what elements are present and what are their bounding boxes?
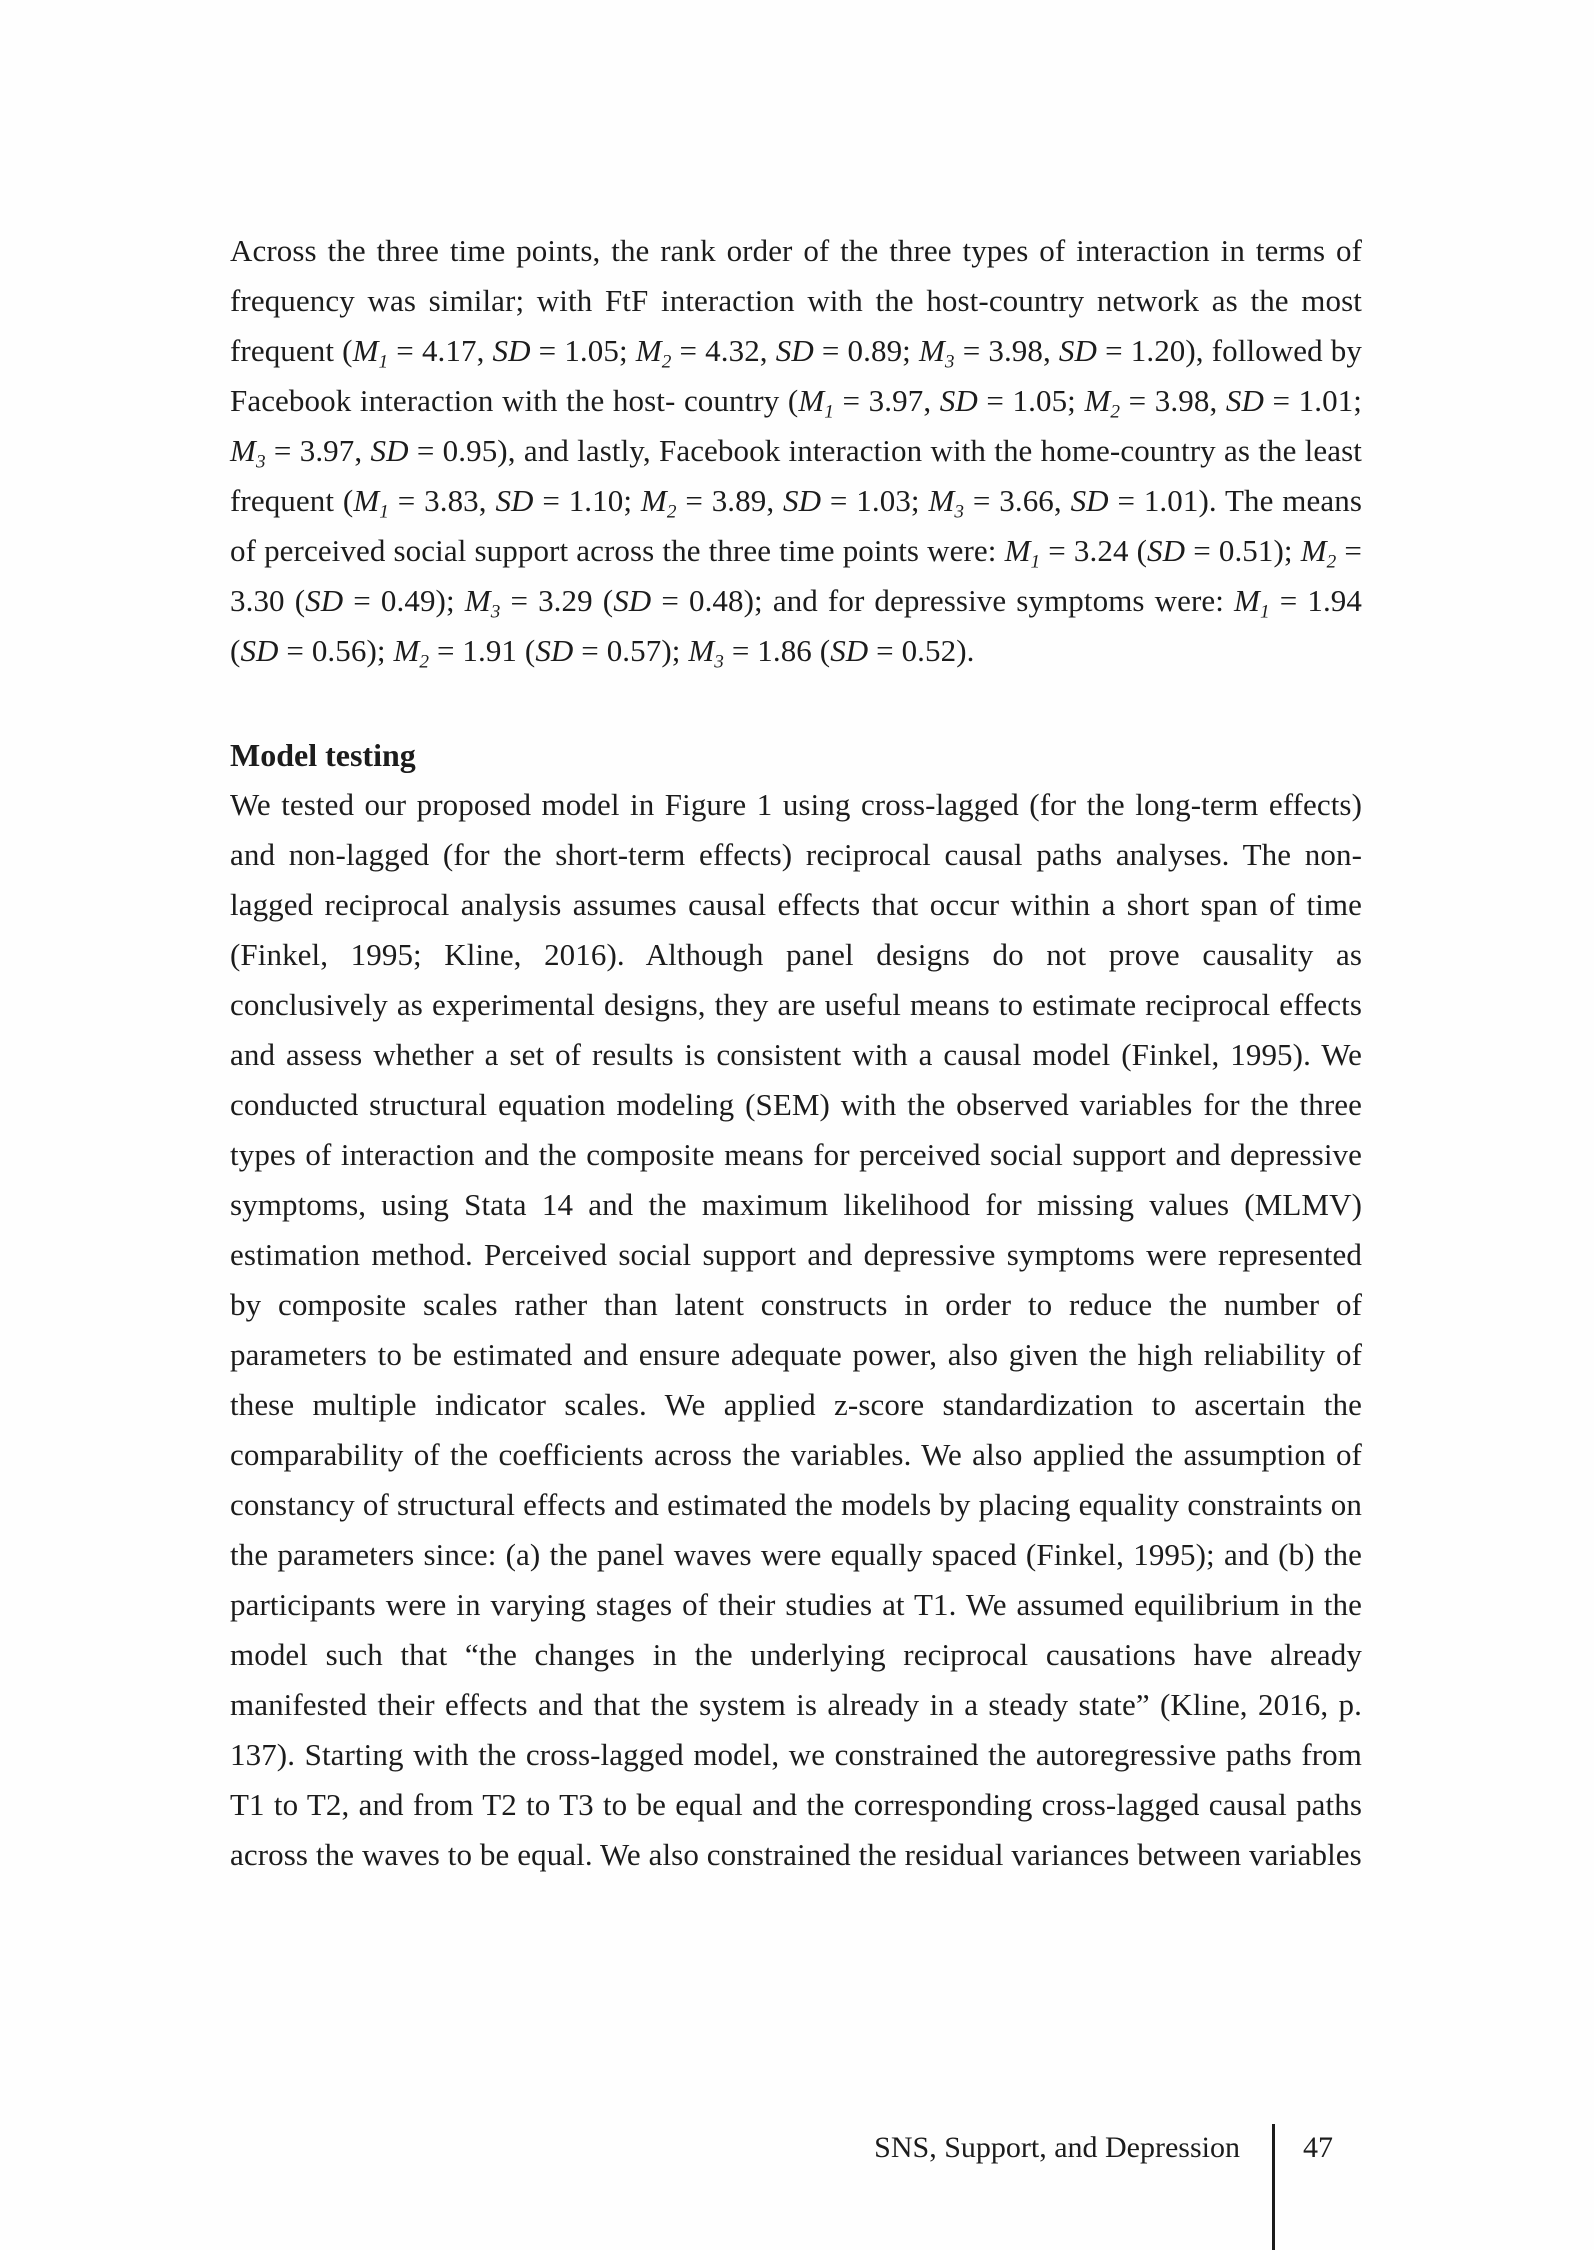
page-number: 47	[1303, 2131, 1333, 2164]
running-title: SNS, Support, and Depression	[874, 2131, 1240, 2164]
model-testing-paragraph: We tested our proposed model in Figure 1 using cross-lagged (for the long-term effects) and non-lagged (for the short-term effects) reciprocal causal paths analyses. The non-lagged reciprocal analysis assumes causal effects that occur within a short span of time (Finkel, 1995; Kline, 2016). Although panel designs do not prove causality as conclusively as experimental designs, they are useful means to estimate reciprocal effects and assess whether a set of results is consistent with a causal model (Finkel, 1995). We conducted structural equation modeling (SEM) with the observed variables for the three types of interaction and the composite means for perceived social support and depressive symptoms, using Stata 14 and the maximum likelihood for missing values (MLMV) estimation method. Perceived social support and depressive symptoms were represented by composite scales rather than latent constructs in order to reduce the number of parameters to be estimated and ensure adequate power, also given the high reliability of these multiple indicator scales. We applied z-score standardization to ascertain the comparability of the coefficients across the variables. We also applied the assumption of constancy of structural effects and estimated the models by placing equality constraints on the parameters since: (a) the panel waves were equally spaced (Finkel, 1995); and (b) the participants were in varying stages of their studies at T1. We assumed equilibrium in the model such that “the changes in the underlying reciprocal causations have already manifested their effects and that the system is already in a steady state” (Kline, 2016, p. 137). Starting with the cross-lagged model, we constrained the autoregressive paths from T1 to T2, and from T2 to T3 to be equal and the corresponding cross-lagged causal paths across the waves to be equal. We also constrained the residual variances between variables	[230, 787, 1362, 1872]
stats-paragraph: Across the three time points, the rank order of the three types of interaction in terms of frequency was similar; with FtF interaction with the host-country network as the most frequent ($M_1 = 4.17$, SD = 1.05; $M_2 = 4.32$, SD = 0.89; $M_3 = 3.98$, SD = 1.20), followed by Facebook interaction with the host- country ($M_1 = 3.97$, SD = 1.05; $M_2 = 3.98$, SD = 1.01; $M_3 = 3.97$, SD = 0.95), and lastly, Facebook interaction with the home-country as the least frequent ($M_1 = 3.83$, SD = 1.10; $M_2 = 3.89$, SD = 1.03; $M_3 = 3.66$, SD = 1.01). The means of perceived social support across the three time points were: $M_1 = 3.24$ (SD = 0.51); $M_2 = 3.30$ (SD = 0.49); $M_3 = 3.29$ (SD = 0.48); and for depressive symptoms were: $M_1 = 1.94$ (SD = 0.56); $M_2 = 1.91$ (SD = 0.57); $M_3 = 1.86$ (SD = 0.52).	[230, 233, 1363, 673]
page-body	[230, 226, 1362, 1880]
footer-divider	[1272, 2124, 1275, 2250]
section-heading: Model testing	[230, 737, 416, 773]
